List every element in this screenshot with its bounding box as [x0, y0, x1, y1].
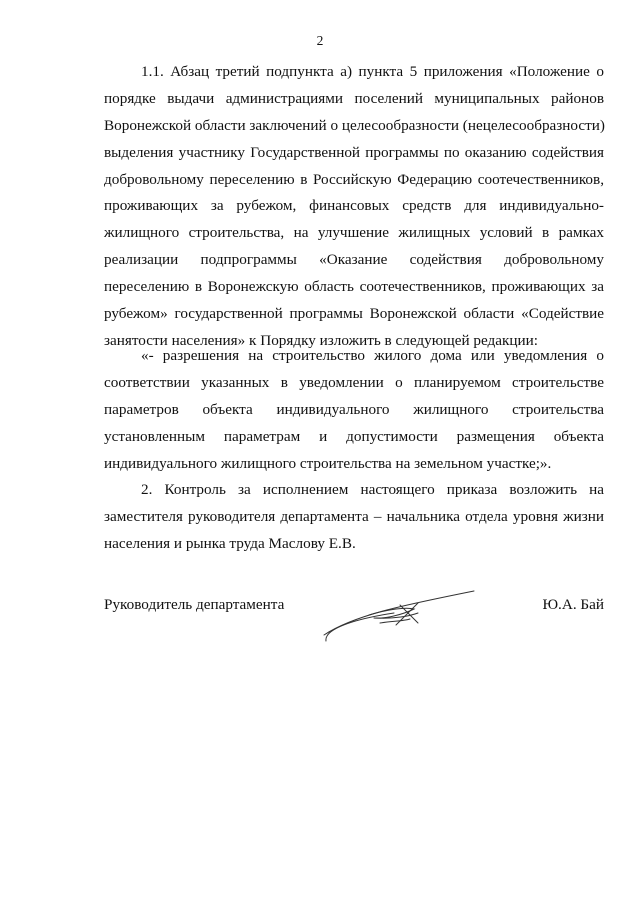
signature-block: [104, 593, 604, 653]
text-line: параметров объекта индивидуального жилищного строительства: [104, 400, 604, 418]
text-line: переселению в Воронежскую область соотечественников, проживающих за: [104, 278, 604, 296]
text-line: реализации подпрограммы «Оказание содействия добровольному: [104, 251, 604, 269]
handwritten-signature: [314, 585, 484, 649]
text-line: жилищного строительства, на улучшение жилищных условий в рамках: [104, 224, 604, 242]
text-line: выделения участнику Государственной программы по оказанию содействия: [104, 143, 604, 161]
text-line: 1.1. Абзац третий подпункта а) пункта 5 приложения «Положение о: [141, 63, 604, 80]
paragraph-1-1: [104, 59, 604, 355]
text-line: установленным параметрам и допустимости размещения объекта: [104, 427, 604, 445]
text-line: заместителя руководителя департамента – начальника отдела уровня жизни: [104, 507, 604, 525]
text-line: соответствии указанных в уведомлении о планируемом строительстве: [104, 373, 604, 391]
text-line: населения и рынка труда Маслову Е.В.: [104, 534, 356, 552]
text-line: добровольному переселению в Российскую Федерацию соотечественников,: [104, 170, 604, 188]
signatory-name: Ю.А. Бай: [542, 596, 604, 613]
signatory-title: Руководитель департамента: [104, 596, 285, 613]
text-line: занятости населения» к Порядку изложить в следующей редакции:: [104, 331, 538, 349]
paragraph-2: [104, 477, 604, 558]
text-line: рубежом» государственной программы Воронежской области «Содействие: [104, 305, 604, 323]
text-line: 2. Контроль за исполнением настоящего приказа возложить на: [141, 481, 604, 498]
text-line: «- разрешения на строительство жилого дома или уведомления о: [141, 347, 604, 364]
page-number: 2: [316, 33, 324, 48]
text-line: порядке выдачи администрациями поселений муниципальных районов: [104, 89, 604, 107]
text-line: проживающих за рубежом, финансовых средств для индивидуально-: [104, 197, 604, 215]
text-line: индивидуального жилищного строительства на земельном участке;».: [104, 454, 552, 472]
quoted-amendment: [104, 343, 604, 477]
text-line: Воронежской области заключений о целесообразности (нецелесообразности): [104, 116, 605, 134]
